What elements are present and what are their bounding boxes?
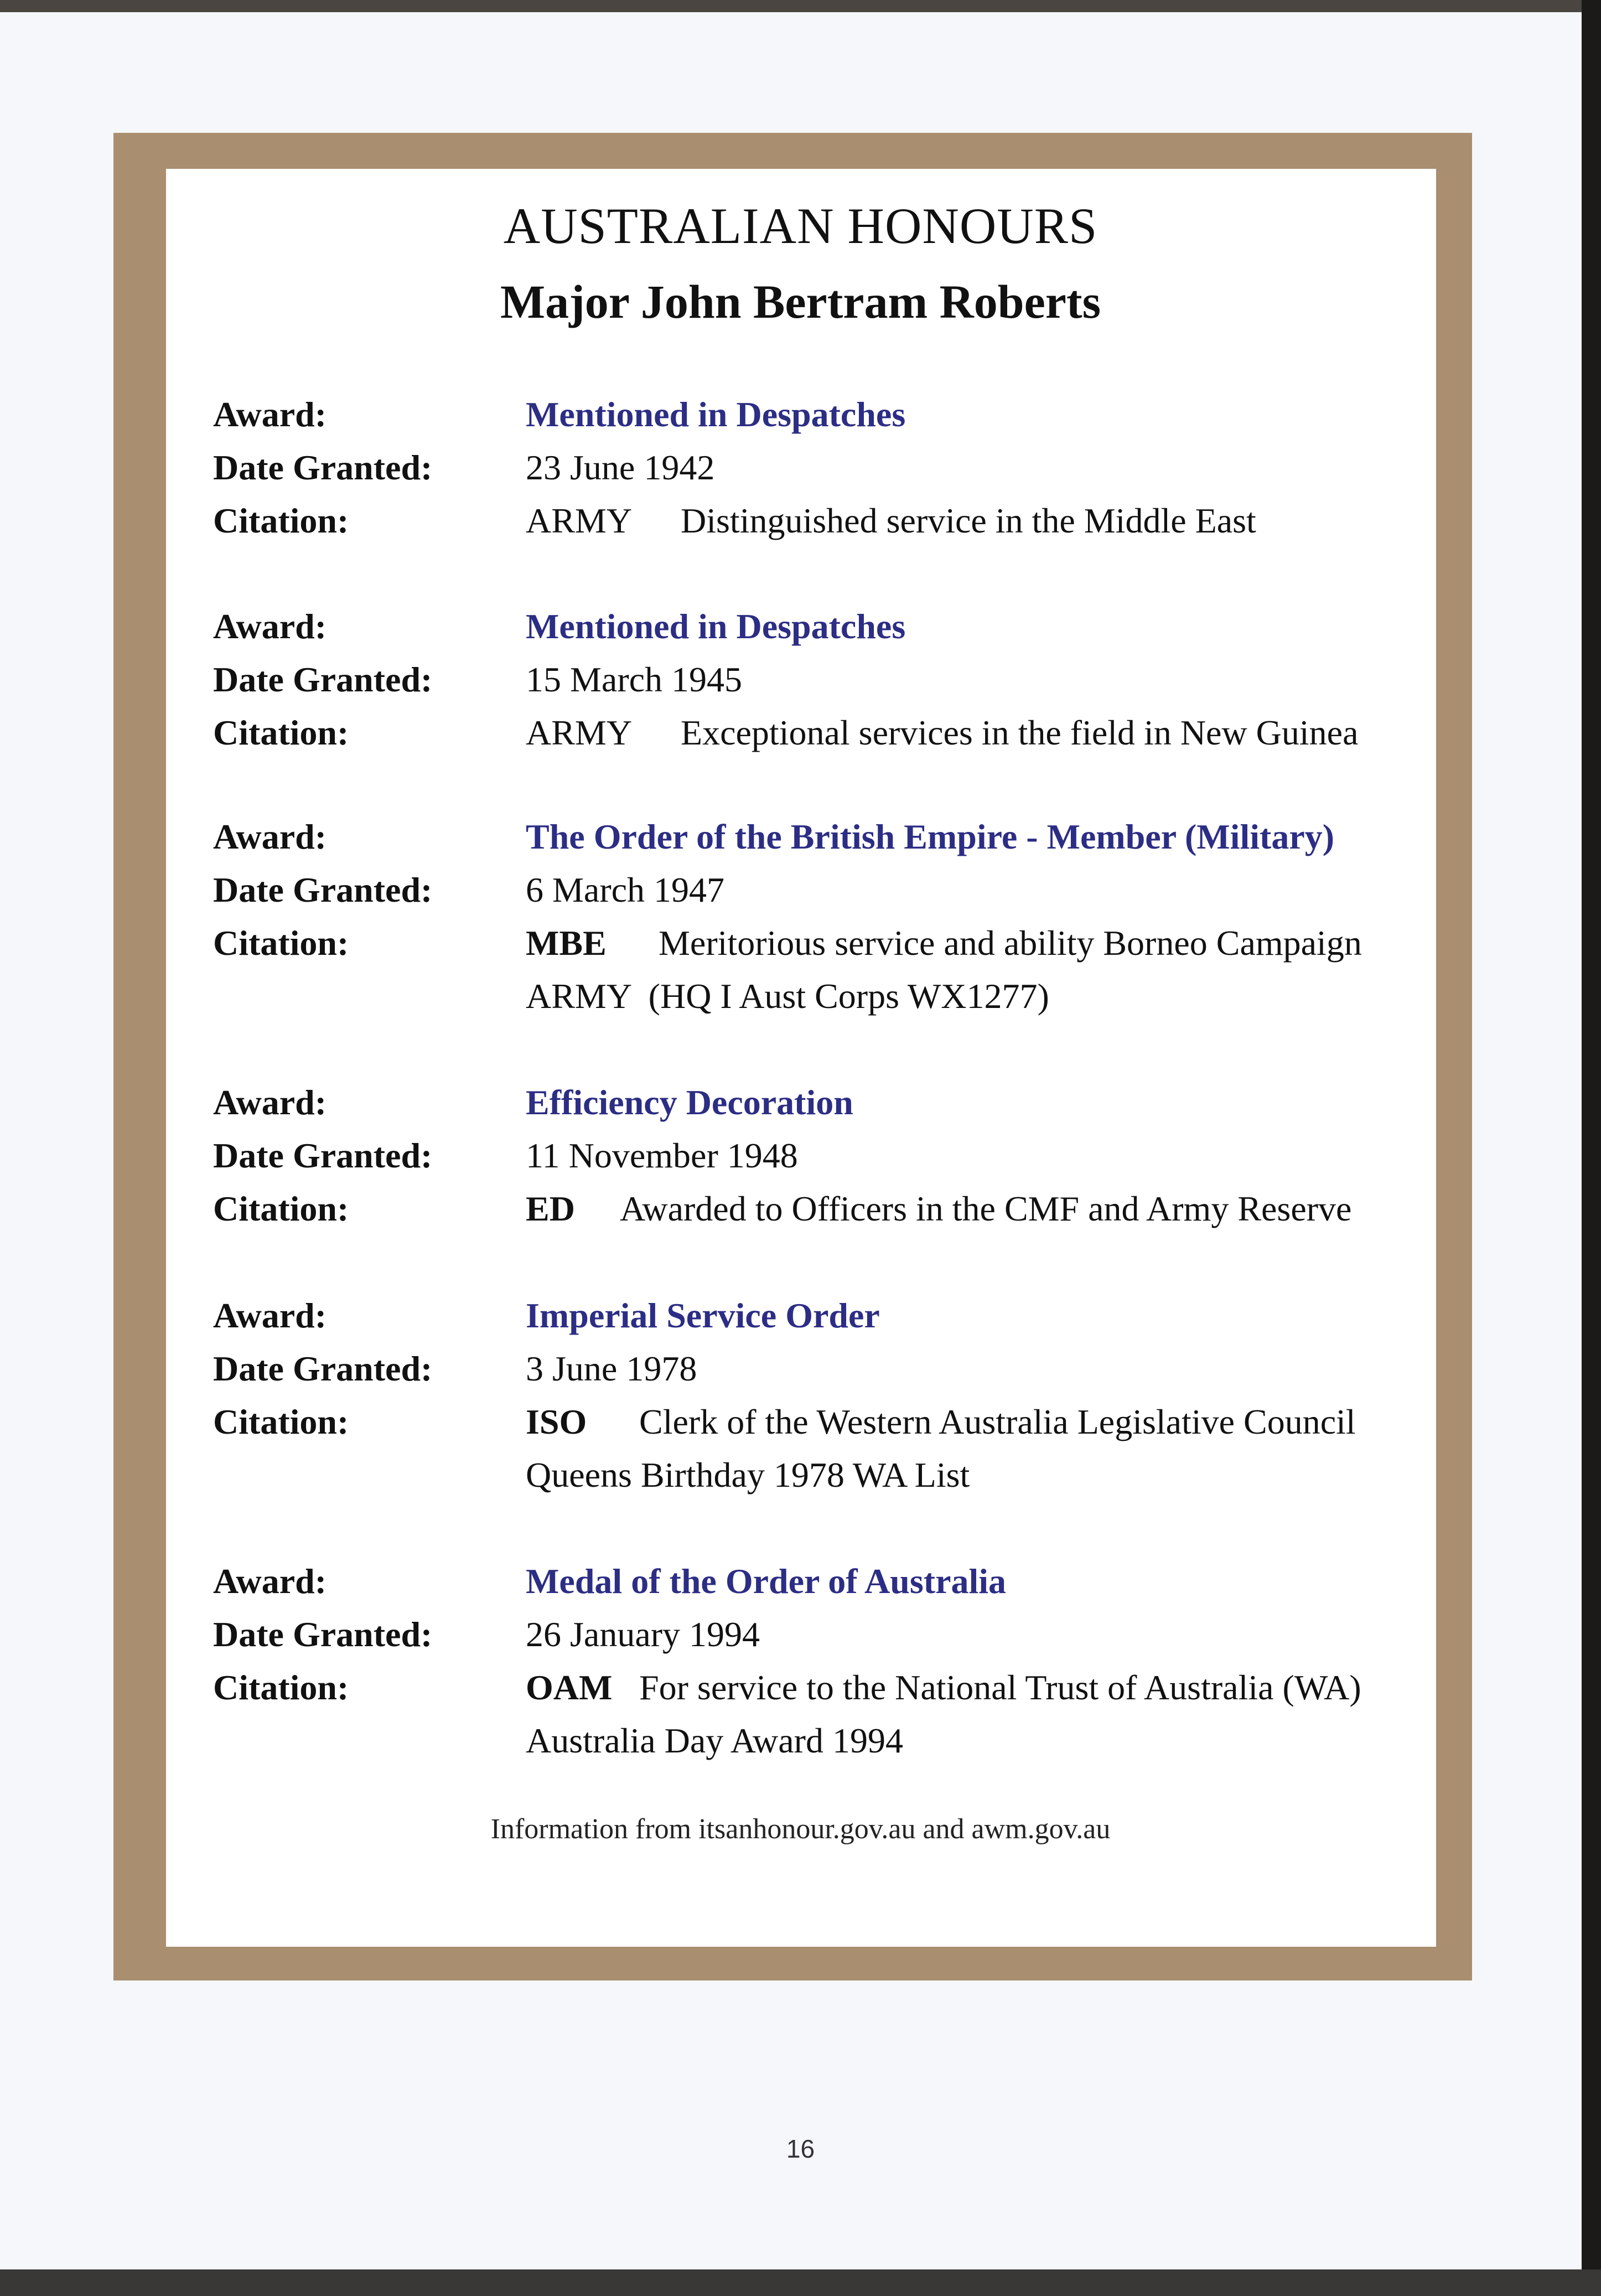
citation-code: MBE [526, 923, 607, 963]
award-name: Imperial Service Order [526, 1296, 880, 1335]
citation-line [526, 1667, 1444, 1708]
citation-code: OAM [526, 1668, 613, 1707]
citation-text: Meritorious service and ability Borneo Campaign [659, 923, 1362, 963]
award-label: Award: [213, 1083, 327, 1122]
award-name: The Order of the British Empire - Member (Military) [526, 817, 1335, 856]
citation-line [526, 1402, 1444, 1442]
award-label: Award: [213, 817, 327, 856]
award-label: Award: [213, 1561, 327, 1601]
citation-detail: ARMY (HQ I Aust Corps WX1277) [526, 976, 1049, 1016]
scan-edge-top [0, 0, 1601, 12]
date-granted-label: Date Granted: [213, 870, 433, 909]
citation-label: Citation: [213, 1189, 349, 1228]
page-title: AUSTRALIAN HONOURS [503, 198, 1098, 254]
citation-code: ARMY [526, 501, 633, 540]
date-granted: 3 June 1978 [526, 1349, 697, 1388]
scan-edge-bottom [0, 2269, 1601, 2296]
scan-edge-right [1582, 0, 1601, 2296]
date-granted: 11 November 1948 [526, 1136, 798, 1175]
citation-text: For service to the National Trust of Australia (WA) [639, 1668, 1361, 1707]
citation-label: Citation: [213, 713, 349, 752]
citation-detail: Queens Birthday 1978 WA List [526, 1455, 970, 1495]
citation-text: Awarded to Officers in the CMF and Army Reserve [620, 1189, 1352, 1228]
page-subtitle: Major John Bertram Roberts [500, 275, 1101, 328]
date-granted: 23 June 1942 [526, 448, 715, 487]
award-label: Award: [213, 607, 327, 646]
citation-code: ISO [526, 1402, 587, 1441]
citation-line [526, 712, 1444, 753]
date-granted: 26 January 1994 [526, 1615, 760, 1654]
citation-label: Citation: [213, 1668, 349, 1707]
citation-detail: Australia Day Award 1994 [526, 1721, 903, 1760]
award-name: Mentioned in Despatches [526, 607, 906, 646]
award-label: Award: [213, 395, 327, 434]
award-name: Mentioned in Despatches [526, 395, 906, 434]
citation-label: Citation: [213, 1402, 349, 1441]
date-granted-label: Date Granted: [213, 660, 433, 699]
date-granted: 15 March 1945 [526, 660, 743, 699]
award-name: Medal of the Order of Australia [526, 1561, 1007, 1601]
citation-label: Citation: [213, 501, 349, 540]
citation-line [526, 1188, 1444, 1229]
citation-line [526, 500, 1444, 541]
citation-line [526, 923, 1444, 964]
citation-text: Distinguished service in the Middle East [681, 501, 1256, 540]
citation-text: Exceptional services in the field in New Guinea [681, 713, 1359, 752]
page-number: 16 [786, 2134, 815, 2163]
date-granted-label: Date Granted: [213, 1615, 433, 1654]
citation-code: ED [526, 1189, 575, 1228]
date-granted: 6 March 1947 [526, 870, 725, 909]
award-label: Award: [213, 1296, 327, 1335]
award-name: Efficiency Decoration [526, 1083, 853, 1122]
date-granted-label: Date Granted: [213, 1349, 433, 1388]
source-footnote: Information from itsanhonour.gov.au and awm.gov.au [490, 1813, 1111, 1845]
date-granted-label: Date Granted: [213, 448, 433, 487]
date-granted-label: Date Granted: [213, 1136, 433, 1175]
citation-text: Clerk of the Western Australia Legislative Council [639, 1402, 1356, 1441]
citation-label: Citation: [213, 923, 349, 963]
citation-code: ARMY [526, 713, 633, 752]
